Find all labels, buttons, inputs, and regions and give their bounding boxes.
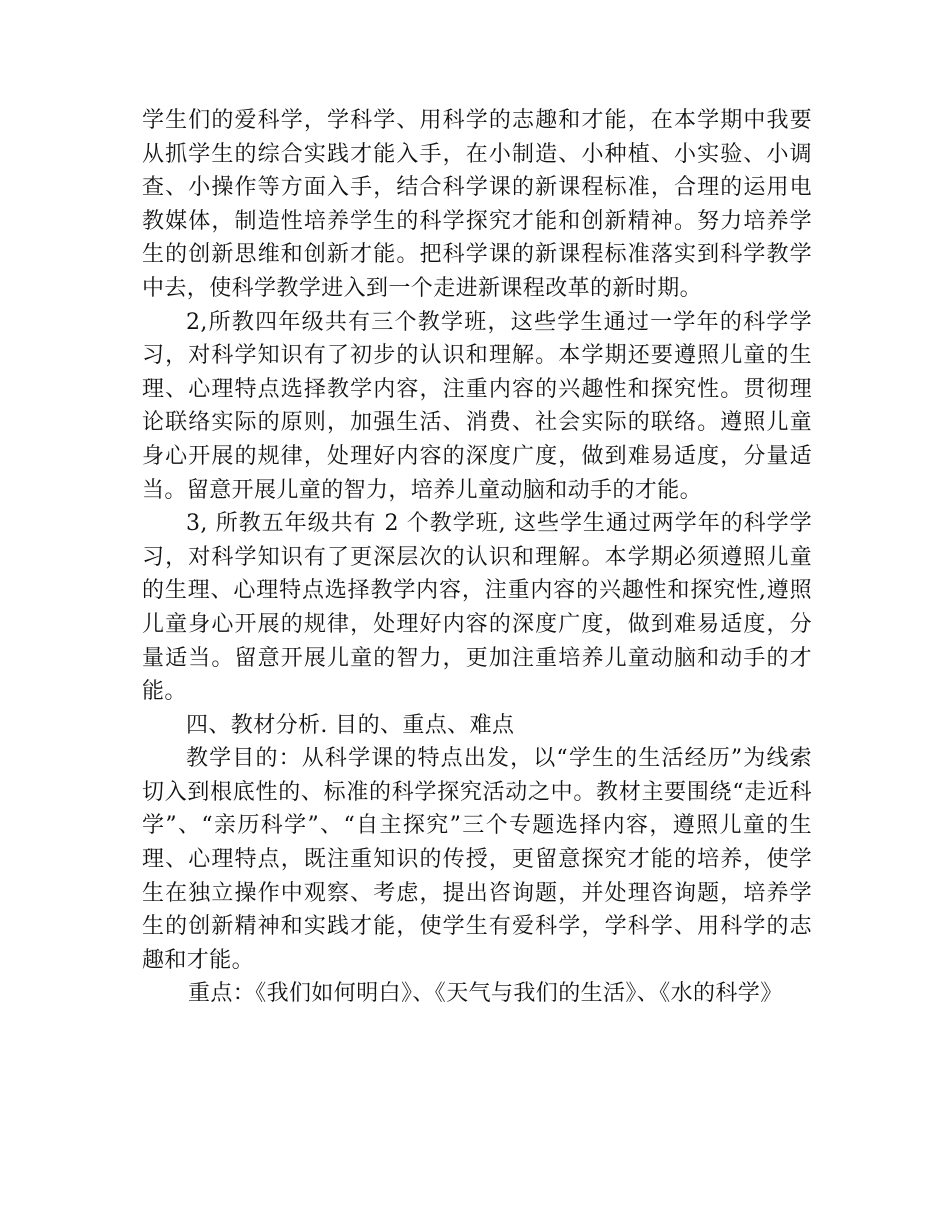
section-heading: 四、教材分析. 目的、重点、难点 xyxy=(186,712,515,738)
paragraph-grade-four: 2,所教四年级共有三个教学班，这些学生通过一学年的科学学习，对科学知识有了初步的认识和理解。本学期还要遵照儿童的生理、心理特点选择教学内容，注重内容的兴趣性和探究性。贯彻理论联络实际的原则，加强生活、消费、社会实际的联络。遵照儿童身心开展的规律，处理好内容的深度广度，做到难易适度，分量适当。留意开展儿童的智力，培养儿童动脑和动手的才能。 xyxy=(142,309,812,503)
document-page xyxy=(142,104,812,1011)
paragraph-key-points: 重点：《我们如何明白》、《天气与我们的生活》、《水的科学》 xyxy=(188,981,783,1007)
paragraph-grade-five: 3, 所教五年级共有 2 个教学班, 这些学生通过两学年的科学学习，对科学知识有了更深层次的认识和理解。本学期必须遵照儿童的生理、心理特点选择教学内容，注重内容的兴趣性和探究性,遵照儿童身心开展的规律，处理好内容的深度广度，做到难易适度，分量适当。留意开展儿童的智力，更加注重培养儿童动脑和动手的才能。 xyxy=(142,511,812,705)
paragraph-teaching-objectives: 教学目的：从科学课的特点出发，以“学生的生活经历”为线索切入到根底性的、标准的科学探究活动之中。教材主要围绕“走近科学”、“亲历科学”、“自主探究”三个专题选择内容，遵照儿童的生理、心理特点，既注重知识的传授，更留意探究才能的培养，使学生在独立操作中观察、考虑，提出咨询题，并处理咨询题，培养学生的创新精神和实践才能，使学生有爱科学，学科学、用科学的志趣和才能。 xyxy=(142,746,812,973)
paragraph-intro-continued: 学生们的爱科学，学科学、用科学的志趣和才能，在本学期中我要从抓学生的综合实践才能入手，在小制造、小种植、小实验、小调查、小操作等方面入手，结合科学课的新课程标准，合理的运用电教媒体，制造性培养学生的科学探究才能和创新精神。努力培养学生的创新思维和创新才能。把科学课的新课程标准落实到科学教学中去，使科学教学进入到一个走进新课程改革的新时期。 xyxy=(142,108,812,301)
